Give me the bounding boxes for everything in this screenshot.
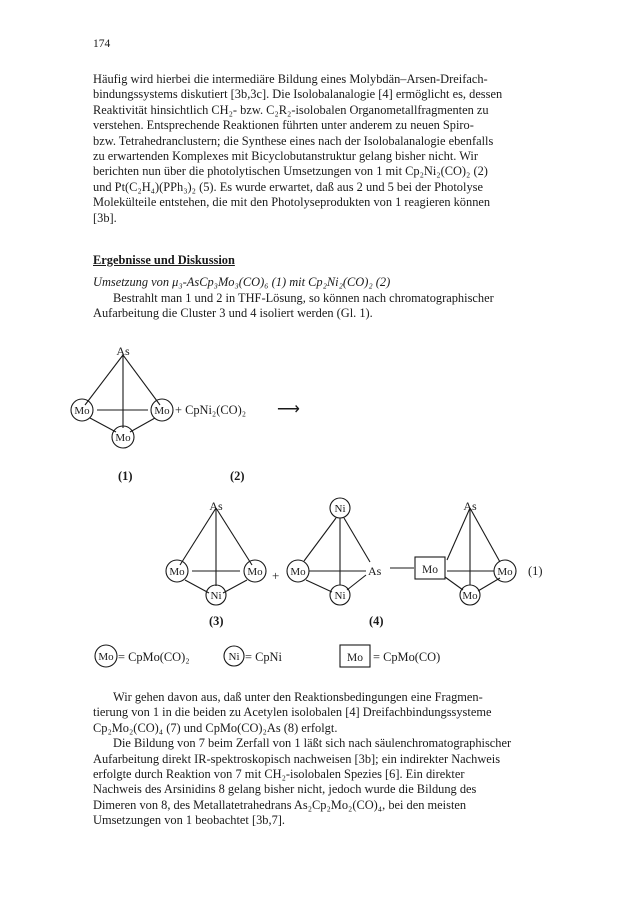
mo-atom-label: Mo [98,651,114,663]
mo-atom-label: Mo [74,405,90,417]
text-line: Häufig wird hierbei die intermediäre Bildung eines Molybdän–Arsen-Dreifach- [93,72,488,86]
text-line: Dimeren von 8, des Metallatetrahedrans As₂Cp₂Mo₂(CO)₄, bei den meisten [93,797,467,812]
page-number: 174 [93,38,111,50]
compound-3-structure [166,508,266,605]
text-line: Cp₂Mo₂(CO)₄ (7) und CpMo(CO)₂As (8) erfolgt. [93,720,338,735]
mo-atom-label: Mo [115,432,131,444]
ni-atom-label: Ni [334,503,346,515]
as-atom-label: As [209,499,223,513]
mo-atom-label: Mo [462,590,478,602]
compound-4-structure [287,498,516,605]
text-line: Umsetzungen von 1 beobachtet [3b,7]. [93,813,286,828]
text-line: Molekülteile entstehen, die mit den Photolyseprodukten von 1 reagieren können [93,195,491,210]
section-heading: Ergebnisse und Diskussion [93,253,235,267]
legend-circled-mo-text: = CpMo(CO)₂ [118,650,190,664]
compound-1-structure [71,355,173,448]
equation-number: (1) [528,564,543,578]
text-line: Aufarbeitung direkt IR-spektroskopisch nachweisen [3b]; ein indirekter Nachweis [93,751,501,766]
text-line: erfolgte durch Reaktion von 7 mit CH₂-isolobalen Spezies [6]. Ein direkter [93,767,465,782]
text-line: Nachweis des Arsinidins 8 gelang bisher nicht, jedoch wurde die Bildung des [93,782,477,797]
compound-1-label: (1) [118,469,133,483]
as-atom-label: As [116,344,130,358]
mo-atom-label: Mo [497,566,513,578]
experiment-paragraph [93,291,555,322]
mo-atom-label: Mo [290,566,306,578]
scheme-legend [95,645,370,667]
text-line: [3b]. [93,210,117,225]
text-line: und Pt(C₂H₄)(PPh₃)₂ (5). Es wurde erwartet, daß aus 2 und 5 bei der Photolyse [93,179,483,194]
mo-atom-label: Mo [154,405,170,417]
text-line: bindungssystems diskutiert [3b,3c]. Die Isolobalanalogie [4] ermöglicht es, dessen [93,87,503,102]
compound-4-label: (4) [369,614,384,628]
text-line: Die Bildung von 7 beim Zerfall von 1 läßt sich nach säulenchromatographischer [113,736,512,751]
plus-sign: + [272,568,280,583]
mo-atom-label: Mo [422,564,438,576]
compound-2-label: (2) [230,469,245,483]
text-line: verstehen. Entsprechende Reaktionen führten unter anderem zu neuen Spiro- [93,118,474,133]
intro-paragraph [93,72,555,226]
ni-atom-label: Ni [228,651,240,663]
ni-atom-label: Ni [210,590,222,602]
text-line: berichten nun über die photolytischen Umsetzungen von 1 mit Cp₂Ni₂(CO)₂ (2) [93,164,488,179]
text-line: zu erwartenden Komplexes mit Bicyclobutanstruktur gelang bisher nicht. Wir [93,149,478,164]
compound-3-label: (3) [209,614,224,628]
discussion-paragraph [93,690,555,829]
as-atom-label: As [368,564,382,578]
legend-circled-ni-text: = CpNi [245,650,282,664]
ni-atom-label: Ni [334,590,346,602]
text-line: Aufarbeitung die Cluster 3 und 4 isoliert werden (Gl. 1). [93,306,373,321]
subsection-heading: Umsetzung von μ₃-AsCp₃Mo₃(CO)₆ (1) mit Cp₂Ni₂(CO)₂ (2) [93,275,391,289]
reagent-formula: + CpNi₂(CO)₂ [175,403,247,417]
as-atom-label: As [463,499,477,513]
text-line: Bestrahlt man 1 und 2 in THF-Lösung, so können nach chromatographischer [113,291,494,305]
mo-atom-label: Mo [247,566,263,578]
legend-boxed-mo-text: = CpMo(CO) [373,650,441,664]
text-line: Wir gehen davon aus, daß unter den Reaktionsbedingungen eine Fragmen- [113,690,483,704]
mo-atom-label: Mo [169,566,185,578]
reaction-arrow: ⟶ [277,401,300,418]
text-line: bzw. Tetrahedranclustern; die Synthese eines nach der Isolobalanalogie ebenfalls [93,133,494,148]
text-line: Reaktivität hinsichtlich CH₂- bzw. C₂R₂-isolobalen Organometallfragmenten zu [93,102,489,117]
mo-atom-label: Mo [347,652,363,664]
text-line: tierung von 1 in die beiden zu Acetylen isolobalen [4] Dreifachbindungssysteme [93,705,492,720]
